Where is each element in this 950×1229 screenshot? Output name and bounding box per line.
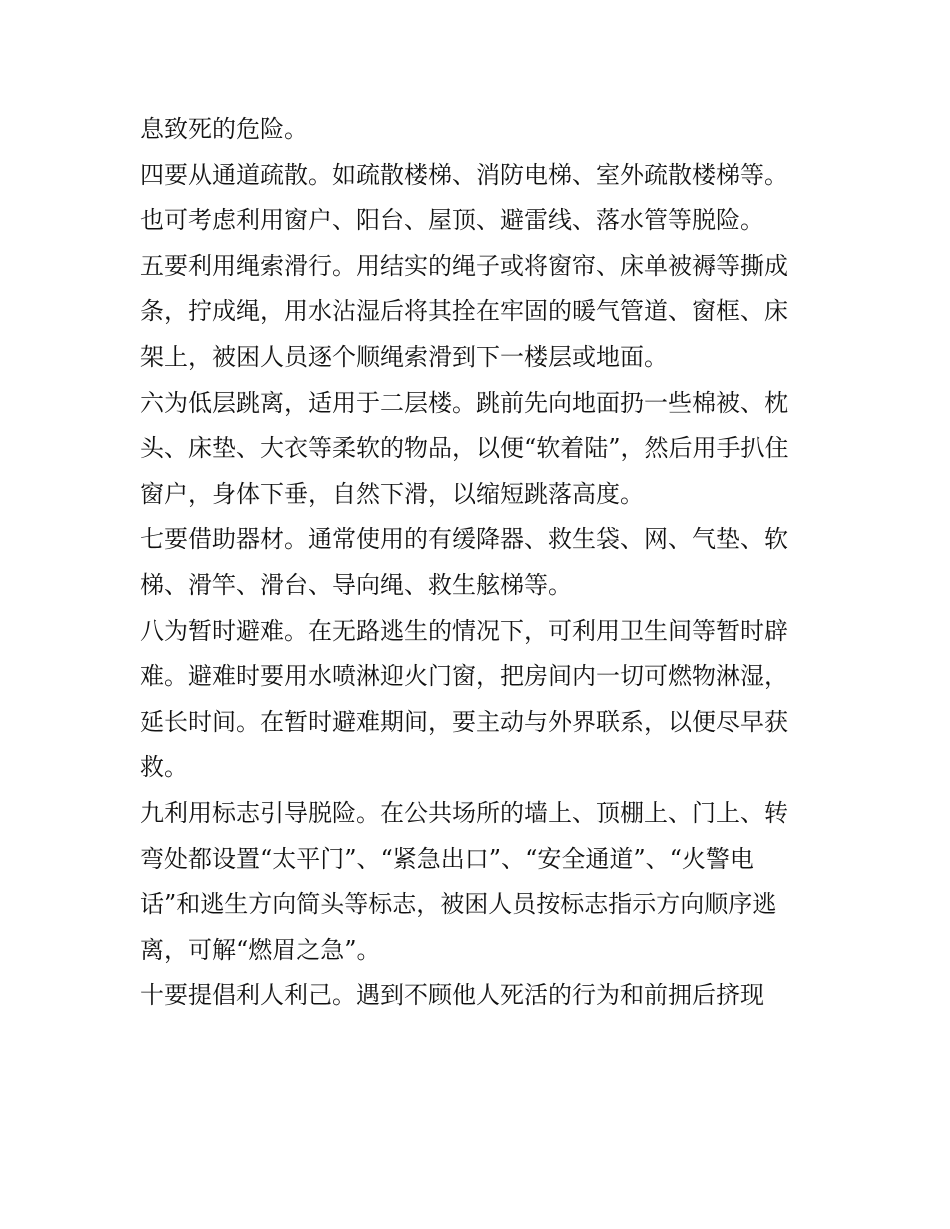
text-line: 梯、滑竿、滑台、导向绳、救生舷梯等。	[140, 570, 572, 599]
text-line: 六为低层跳离，适用于二层楼。跳前先向地面扔一些棉被、枕	[140, 388, 788, 417]
body-text	[140, 107, 820, 1019]
text-line: 救。	[140, 753, 188, 782]
text-line: 七要借助器材。通常使用的有缓降器、救生袋、网、气垫、软	[140, 525, 788, 554]
text-line: 弯处都设置“太平门”、“紧急出口”、“安全通道”、“火警电	[140, 844, 754, 873]
text-line: 息致死的危险。	[140, 115, 308, 143]
text-line: 五要利用绳索滑行。用结实的绳子或将窗帘、床单被褥等撕成	[140, 251, 788, 280]
text-line: 四要从通道疏散。如疏散楼梯、消防电梯、室外疏散楼梯等。	[140, 160, 788, 189]
text-line: 九利用标志引导脱险。在公共场所的墙上、顶棚上、门上、转	[140, 798, 788, 827]
text-line: 难。避难时要用水喷淋迎火门窗，把房间内一切可燃物淋湿，	[140, 662, 788, 691]
text-line: 延长时间。在暂时避难期间，要主动与外界联系，以便尽早获	[140, 707, 788, 736]
text-line: 也可考虑利用窗户、阳台、屋顶、避雷线、落水管等脱险。	[140, 206, 764, 235]
text-line: 架上，被困人员逐个顺绳索滑到下一楼层或地面。	[140, 342, 668, 371]
text-line: 八为暂时避难。在无路逃生的情况下，可利用卫生间等暂时辟	[140, 616, 788, 645]
text-line: 离，可解“燃眉之急”。	[140, 935, 381, 964]
text-line: 话”和逃生方向简头等标志，被困人员按标志指示方向顺序逃	[140, 890, 777, 919]
text-line: 十要提倡利人利己。遇到不顾他人死活的行为和前拥后挤现	[140, 981, 764, 1010]
text-line: 条，拧成绳，用水沾湿后将其拴在牢固的暖气管道、窗框、床	[140, 297, 788, 326]
text-line: 窗户，身体下垂，自然下滑，以缩短跳落高度。	[140, 479, 644, 508]
text-line: 头、床垫、大衣等柔软的物品，以便“软着陆”，然后用手扒住	[140, 434, 789, 463]
